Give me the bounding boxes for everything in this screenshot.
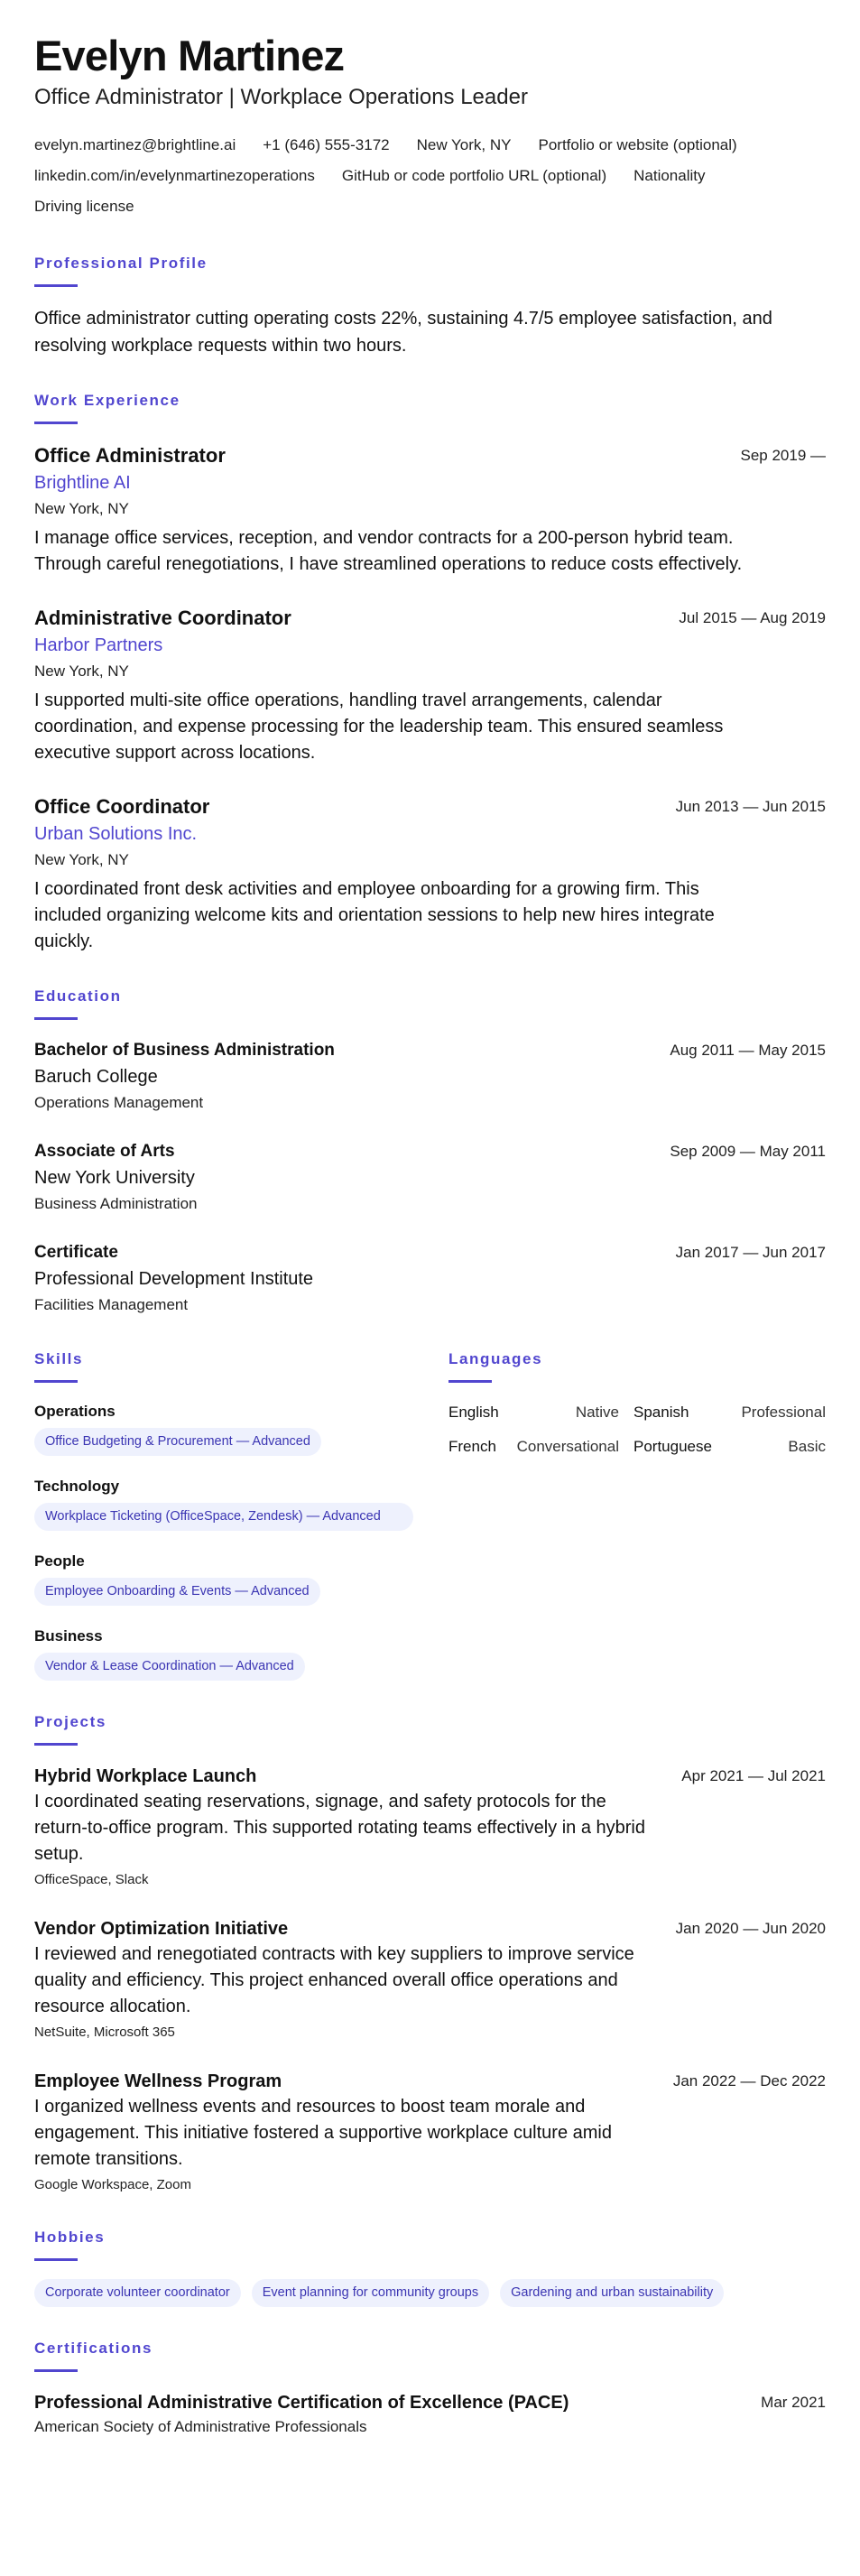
candidate-name: Evelyn Martinez: [34, 32, 345, 79]
skill-category: People: [34, 1552, 85, 1570]
education-school: Baruch College: [34, 1066, 158, 1087]
job-description: I supported multi-site office operations, handling travel arrangements, calendar coordination, and expense processing for the leadership team. This ensured seamless executive support across locations.: [34, 690, 724, 763]
skill-tag: Office Budgeting & Procurement — Advanced: [34, 1428, 321, 1456]
project-entry: [34, 1916, 826, 2043]
certifications-section: [34, 2340, 826, 2439]
skills-languages-row: [34, 1350, 826, 1681]
profile-summary: Office administrator cutting operating costs 22%, sustaining 4.7/5 employee satisfaction, and resolving workplace requests within two hours.: [34, 308, 772, 356]
section-divider: [34, 1743, 78, 1746]
hobby-tag: Gardening and urban sustainability: [500, 2279, 724, 2307]
section-divider: [34, 1017, 78, 1020]
section-title: Languages: [448, 1349, 543, 1367]
job-entry: [34, 793, 826, 955]
project-entry: [34, 2069, 826, 2196]
project-title: Hybrid Workplace Launch: [34, 1765, 257, 1786]
resume-header: [34, 32, 826, 222]
hobby-tag: Corporate volunteer coordinator: [34, 2279, 241, 2307]
job-company: Urban Solutions Inc.: [34, 823, 198, 844]
project-title: Vendor Optimization Initiative: [34, 1918, 289, 1939]
language-name: English: [448, 1403, 499, 1421]
skill-group: [34, 1476, 448, 1531]
section-title: Certifications: [34, 2339, 153, 2357]
education-field: Facilities Management: [34, 1295, 189, 1313]
language-level: Native: [575, 1403, 619, 1421]
section-title: Professional Profile: [34, 254, 208, 272]
project-entry: [34, 1764, 826, 1891]
job-title: Administrative Coordinator: [34, 606, 291, 629]
education-entry: [34, 1038, 826, 1116]
job-entry: [34, 442, 826, 578]
education-field: Operations Management: [34, 1093, 204, 1111]
job-description: I coordinated front desk activities and employee onboarding for a growing firm. This included organizing welcome kits and orientation sessions to help new hires integrate quickly.: [34, 878, 715, 951]
skill-group: [34, 1401, 448, 1456]
section-divider: [34, 422, 78, 424]
hobbies-section: [34, 2229, 826, 2307]
job-title: Office Administrator: [34, 443, 226, 467]
project-tools: NetSuite, Microsoft 365: [34, 2024, 175, 2040]
language-level: Professional: [741, 1403, 826, 1421]
job-dates: Jul 2015 — Aug 2019: [679, 608, 826, 626]
job-company: Brightline AI: [34, 472, 131, 493]
skill-category: Technology: [34, 1477, 120, 1495]
education-dates: Aug 2011 — May 2015: [670, 1041, 826, 1059]
job-location: New York, NY: [34, 499, 129, 517]
language-item: [633, 1435, 826, 1459]
contact-location: New York, NY: [416, 135, 512, 153]
section-divider: [34, 2258, 78, 2261]
skill-group: [34, 1551, 448, 1606]
language-list: [448, 1401, 826, 1459]
project-dates: Jan 2022 — Dec 2022: [672, 2071, 826, 2090]
education-school: New York University: [34, 1167, 195, 1188]
education-degree: Certificate: [34, 1242, 118, 1262]
certification-name: Professional Administrative Certification of Excellence (PACE): [34, 2392, 569, 2413]
project-description: I reviewed and renegotiated contracts with key suppliers to improve service quality and efficiency. This project enhanced overall office operations and resource allocation.: [34, 1943, 634, 2016]
hobby-list: [34, 2279, 826, 2307]
job-location: New York, NY: [34, 662, 129, 680]
candidate-headline: Office Administrator | Workplace Operations Leader: [34, 84, 528, 109]
education-dates: Jan 2017 — Jun 2017: [675, 1243, 826, 1261]
hobby-tag: Event planning for community groups: [252, 2279, 489, 2307]
contact-list: [34, 130, 826, 222]
project-tools: Google Workspace, Zoom: [34, 2176, 191, 2192]
language-level: Basic: [788, 1437, 826, 1455]
experience-section: [34, 392, 826, 955]
section-divider: [448, 1380, 492, 1383]
section-title: Hobbies: [34, 2228, 106, 2246]
skill-tag: Employee Onboarding & Events — Advanced: [34, 1578, 320, 1606]
project-description: I organized wellness events and resources to boost team morale and engagement. This initiative fostered a supportive workplace culture amid remote transitions.: [34, 2096, 612, 2169]
job-title: Office Coordinator: [34, 794, 210, 818]
certification-issuer: American Society of Administrative Professionals: [34, 2417, 367, 2435]
languages-section: [448, 1350, 826, 1681]
skills-section: [34, 1350, 448, 1681]
contact-github[interactable]: GitHub or code portfolio URL (optional): [341, 166, 607, 184]
profile-section: [34, 255, 826, 359]
contact-email[interactable]: evelyn.martinez@brightline.ai: [34, 135, 236, 153]
section-title: Skills: [34, 1349, 84, 1367]
education-dates: Sep 2009 — May 2011: [670, 1142, 826, 1160]
skill-tag: Vendor & Lease Coordination — Advanced: [34, 1653, 305, 1681]
section-divider: [34, 1380, 78, 1383]
skill-tag: Workplace Ticketing (OfficeSpace, Zendesk) — Advanced: [34, 1503, 413, 1531]
education-section: [34, 987, 826, 1318]
project-title: Employee Wellness Program: [34, 2071, 282, 2091]
job-description: I manage office services, reception, and vendor contracts for a 200-person hybrid team. Through careful renegotiations, I have streamlined operations to reduce costs effectively.: [34, 527, 743, 574]
job-dates: Sep 2019 —: [740, 446, 826, 464]
project-dates: Jan 2020 — Jun 2020: [675, 1919, 826, 1937]
skill-category: Business: [34, 1626, 103, 1645]
certification-date: Mar 2021: [761, 2393, 826, 2411]
contact-phone[interactable]: +1 (646) 555-3172: [263, 135, 390, 153]
project-tools: OfficeSpace, Slack: [34, 1871, 149, 1887]
contact-driving-license: Driving license: [34, 197, 134, 215]
contact-portfolio[interactable]: Portfolio or website (optional): [538, 135, 737, 153]
job-dates: Jun 2013 — Jun 2015: [675, 797, 826, 815]
skill-group: [34, 1626, 448, 1681]
job-company: Harbor Partners: [34, 635, 163, 655]
certification-entry: [34, 2390, 826, 2439]
language-name: French: [448, 1437, 496, 1455]
job-entry: [34, 605, 826, 766]
education-degree: Bachelor of Business Administration: [34, 1040, 335, 1060]
language-name: Spanish: [633, 1403, 689, 1421]
job-location: New York, NY: [34, 850, 129, 868]
education-entry: [34, 1240, 826, 1318]
education-field: Business Administration: [34, 1194, 198, 1212]
contact-nationality: Nationality: [633, 166, 706, 184]
project-dates: Apr 2021 — Jul 2021: [681, 1766, 826, 1784]
projects-section: [34, 1713, 826, 2196]
section-title: Education: [34, 987, 122, 1005]
language-item: [448, 1401, 633, 1424]
language-level: Conversational: [516, 1437, 619, 1455]
language-name: Portuguese: [633, 1437, 712, 1455]
education-school: Professional Development Institute: [34, 1268, 314, 1289]
section-title: Work Experience: [34, 391, 180, 409]
section-title: Projects: [34, 1712, 106, 1730]
project-description: I coordinated seating reservations, signage, and safety protocols for the return-to-office program. This supported rotating teams effectively in a hybrid setup.: [34, 1791, 646, 1864]
section-divider: [34, 2369, 78, 2372]
contact-linkedin[interactable]: linkedin.com/in/evelynmartinezoperations: [34, 166, 315, 184]
language-item: [633, 1401, 826, 1424]
skill-category: Operations: [34, 1402, 116, 1420]
section-divider: [34, 284, 78, 287]
language-item: [448, 1435, 633, 1459]
education-degree: Associate of Arts: [34, 1141, 175, 1161]
education-entry: [34, 1139, 826, 1217]
